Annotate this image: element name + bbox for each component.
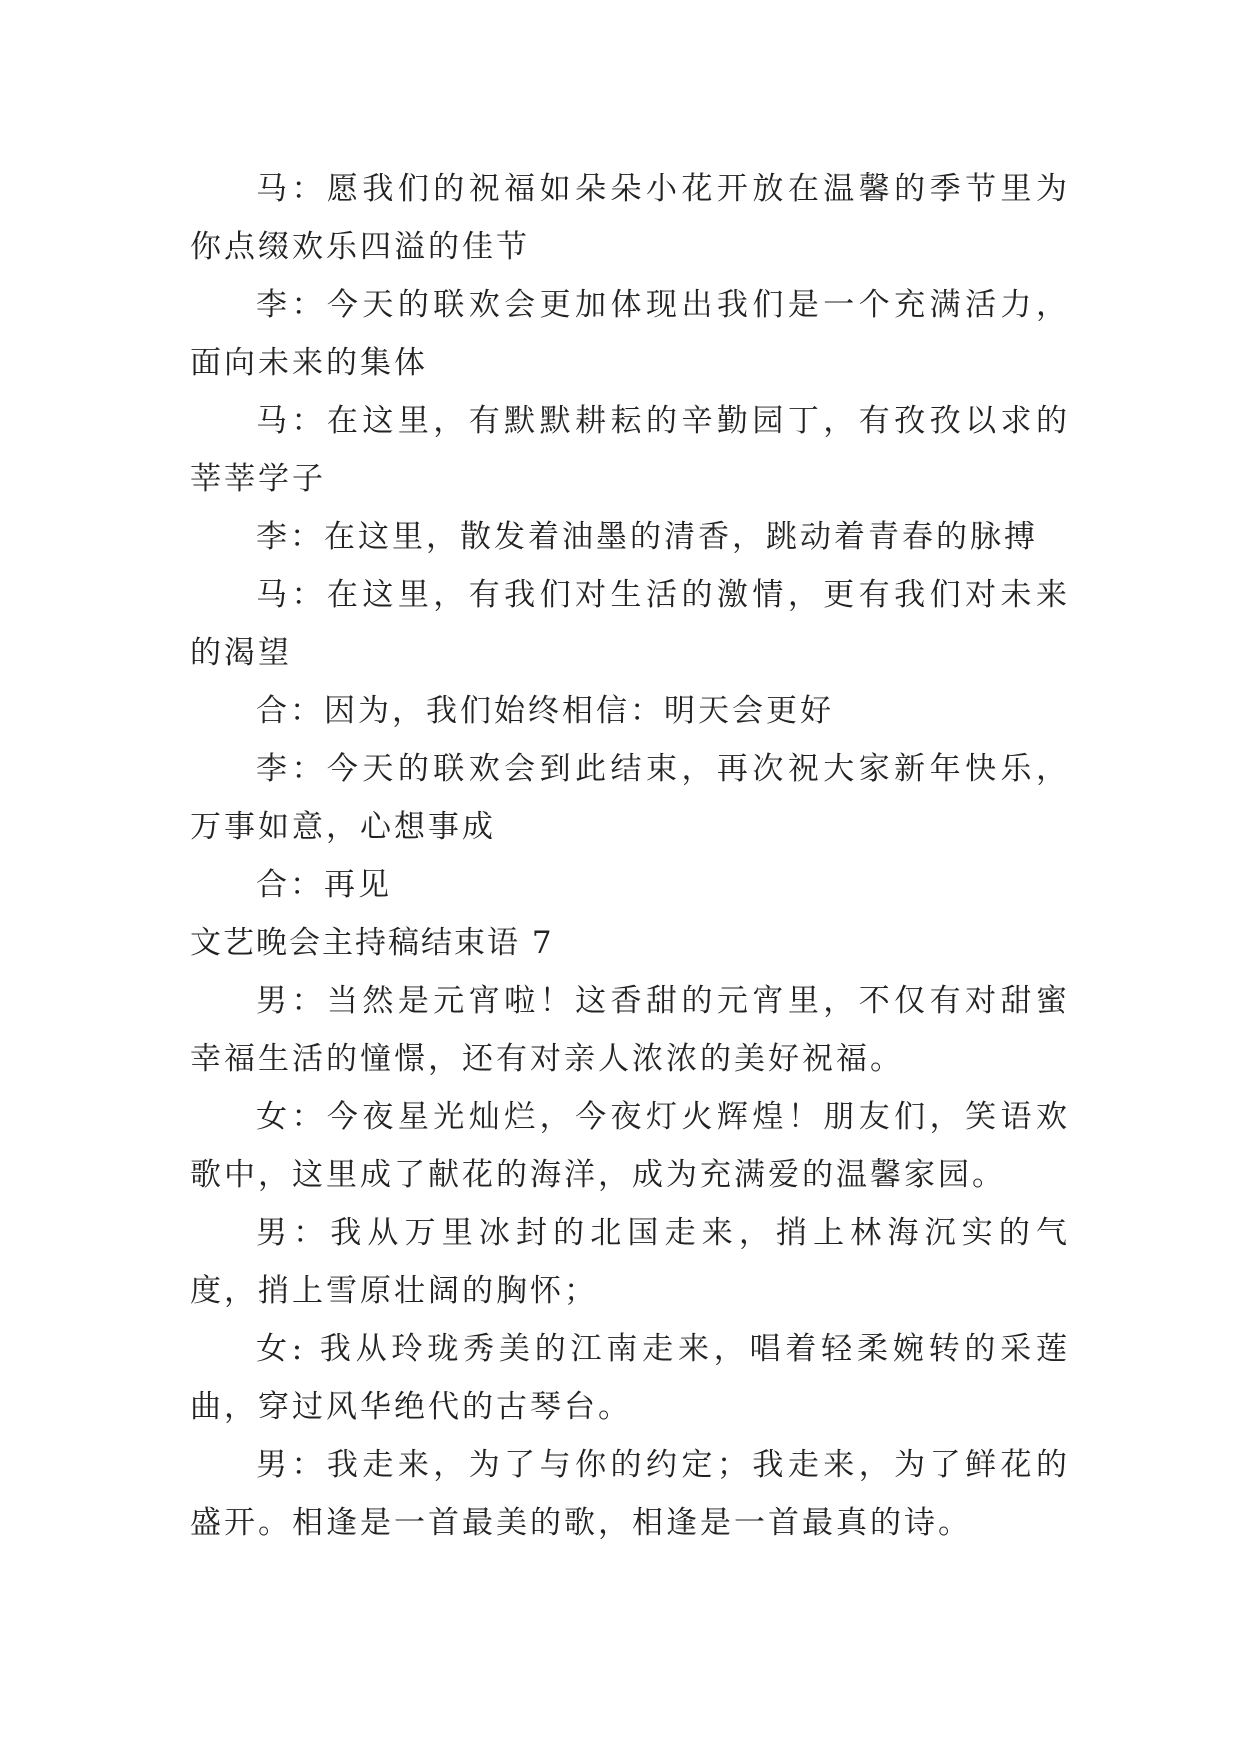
paragraph: 马：愿我们的祝福如朵朵小花开放在温馨的季节里为你点缀欢乐四溢的佳节 [190, 171, 1070, 265]
paragraph: 男：我从万里冰封的北国走来，捎上林海沉实的气度，捎上雪原壮阔的胸怀； [190, 1215, 1070, 1309]
paragraph: 女：今夜星光灿烂，今夜灯火辉煌！朋友们，笑语欢歌中，这里成了献花的海洋，成为充满爱的温馨家园。 [190, 1099, 1070, 1193]
paragraph: 马：在这里，有默默耕耘的辛勤园丁，有孜孜以求的莘莘学子 [190, 403, 1070, 497]
document-body [190, 160, 1070, 1552]
paragraph: 合：因为，我们始终相信：明天会更好 [256, 693, 834, 729]
paragraph: 李：今天的联欢会到此结束，再次祝大家新年快乐，万事如意，心想事成 [190, 751, 1070, 845]
paragraph: 李：在这里，散发着油墨的清香，跳动着青春的脉搏 [256, 519, 1038, 555]
paragraph: 女: 我从玲珑秀美的江南走来，唱着轻柔婉转的采莲曲，穿过风华绝代的古琴台。 [190, 1331, 1070, 1425]
paragraph: 男：当然是元宵啦！这香甜的元宵里，不仅有对甜蜜幸福生活的憧憬，还有对亲人浓浓的美好祝福。 [190, 983, 1070, 1077]
paragraph: 马：在这里，有我们对生活的激情，更有我们对未来的渴望 [190, 577, 1070, 671]
paragraph: 合：再见 [256, 867, 392, 903]
paragraph: 男：我走来，为了与你的约定；我走来，为了鲜花的盛开。相逢是一首最美的歌，相逢是一首最真的诗。 [190, 1447, 1070, 1541]
section-heading: 文艺晚会主持稿结束语 7 [190, 925, 554, 961]
paragraph: 李：今天的联欢会更加体现出我们是一个充满活力，面向未来的集体 [190, 287, 1070, 381]
